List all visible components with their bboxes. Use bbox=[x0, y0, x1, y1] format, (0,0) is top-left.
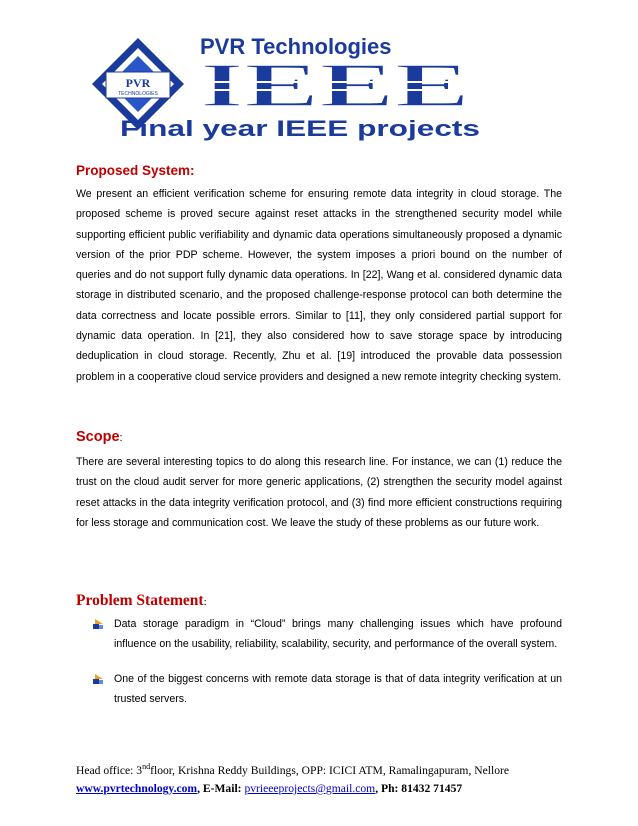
bullet-text: Data storage paradigm in “Cloud” brings many challenging issues which have profound influence on the usability, reliability, scalability, security, and performance of the overall system. bbox=[114, 618, 562, 651]
logo-tagline: Final year IEEE projects bbox=[120, 116, 480, 141]
pvr-ieee-logo bbox=[92, 34, 492, 146]
bullet-arrow-icon bbox=[92, 618, 104, 630]
email-label: E-Mail: bbox=[202, 781, 245, 795]
proposed-system-text: We present an efficient verification scheme for ensuring remote data integrity in cloud storage. The proposed scheme is proved secure against reset attacks in the strengthened security model while supporting efficient public verifiability and dynamic data operations simultaneously proposed a dynamic version of the prior PDP scheme. However, the system imposes a priori bound on the number of queries and do not support fully dynamic data operations. In [22], Wang et al. considered dynamic data storage in distributed scenario, and the proposed challenge-response protocol can both determine the data correctness and locate possible errors. Similar to [11], they only considered partial support for dynamic data operation. In [21], they also considered how to save storage space by introducing deduplication in cloud storage. Recently, Zhu et al. [19] introduced the provable data possession problem in a cooperative cloud service providers and designed a new remote integrity checking system. bbox=[76, 188, 562, 383]
footer-separator: , bbox=[375, 781, 381, 795]
problem-bullet-list bbox=[92, 614, 562, 709]
scope-text: There are several interesting topics to do along this research line. For instance, we can (1) reduce the trust on the cloud audit server for more generic applications, (2) strengthen the security model against reset attacks in the data integrity verification protocol, and (3) find more efficient constructions requiring for less storage and communication cost. We leave the study of these problems as our future work. bbox=[76, 456, 562, 529]
list-item bbox=[92, 614, 562, 655]
company-name: PVR Technologies bbox=[200, 34, 392, 59]
problem-statement-heading-colon: : bbox=[203, 596, 207, 608]
footer-address bbox=[76, 758, 576, 780]
footer-separator: , bbox=[197, 781, 203, 795]
footer-address-sup: nd bbox=[142, 762, 151, 771]
bullet-text: One of the biggest concerns with remote data storage is that of data integrity verification at un trusted servers. bbox=[114, 672, 562, 705]
list-item bbox=[92, 669, 562, 710]
scope-heading-colon: : bbox=[119, 432, 123, 444]
proposed-system-heading: Proposed System: bbox=[76, 163, 195, 178]
badge-title: PVR bbox=[125, 76, 151, 90]
scope-heading bbox=[76, 429, 123, 445]
website-link[interactable]: www.pvrtechnology.com bbox=[76, 781, 198, 795]
phone-number: Ph: 81432 71457 bbox=[381, 781, 463, 795]
problem-statement-heading-text: Problem Statement bbox=[76, 592, 204, 609]
ieee-wordmark: IEEE bbox=[200, 52, 470, 120]
footer-contacts bbox=[76, 780, 576, 798]
footer-address-b: floor, Krishna Reddy Buildings, OPP: ICICI ATM, Ramalingapuram, Nellore bbox=[150, 763, 510, 777]
email-link[interactable]: pvrieeeprojects@gmail.com bbox=[244, 781, 376, 795]
scope-heading-text: Scope bbox=[76, 429, 120, 445]
bullet-arrow-icon bbox=[92, 673, 104, 685]
footer-address-a: Head office: 3 bbox=[76, 763, 143, 777]
badge-subtitle: TECHNOLOGIES bbox=[118, 91, 158, 97]
page-footer bbox=[76, 758, 576, 798]
problem-statement-heading bbox=[76, 592, 207, 610]
